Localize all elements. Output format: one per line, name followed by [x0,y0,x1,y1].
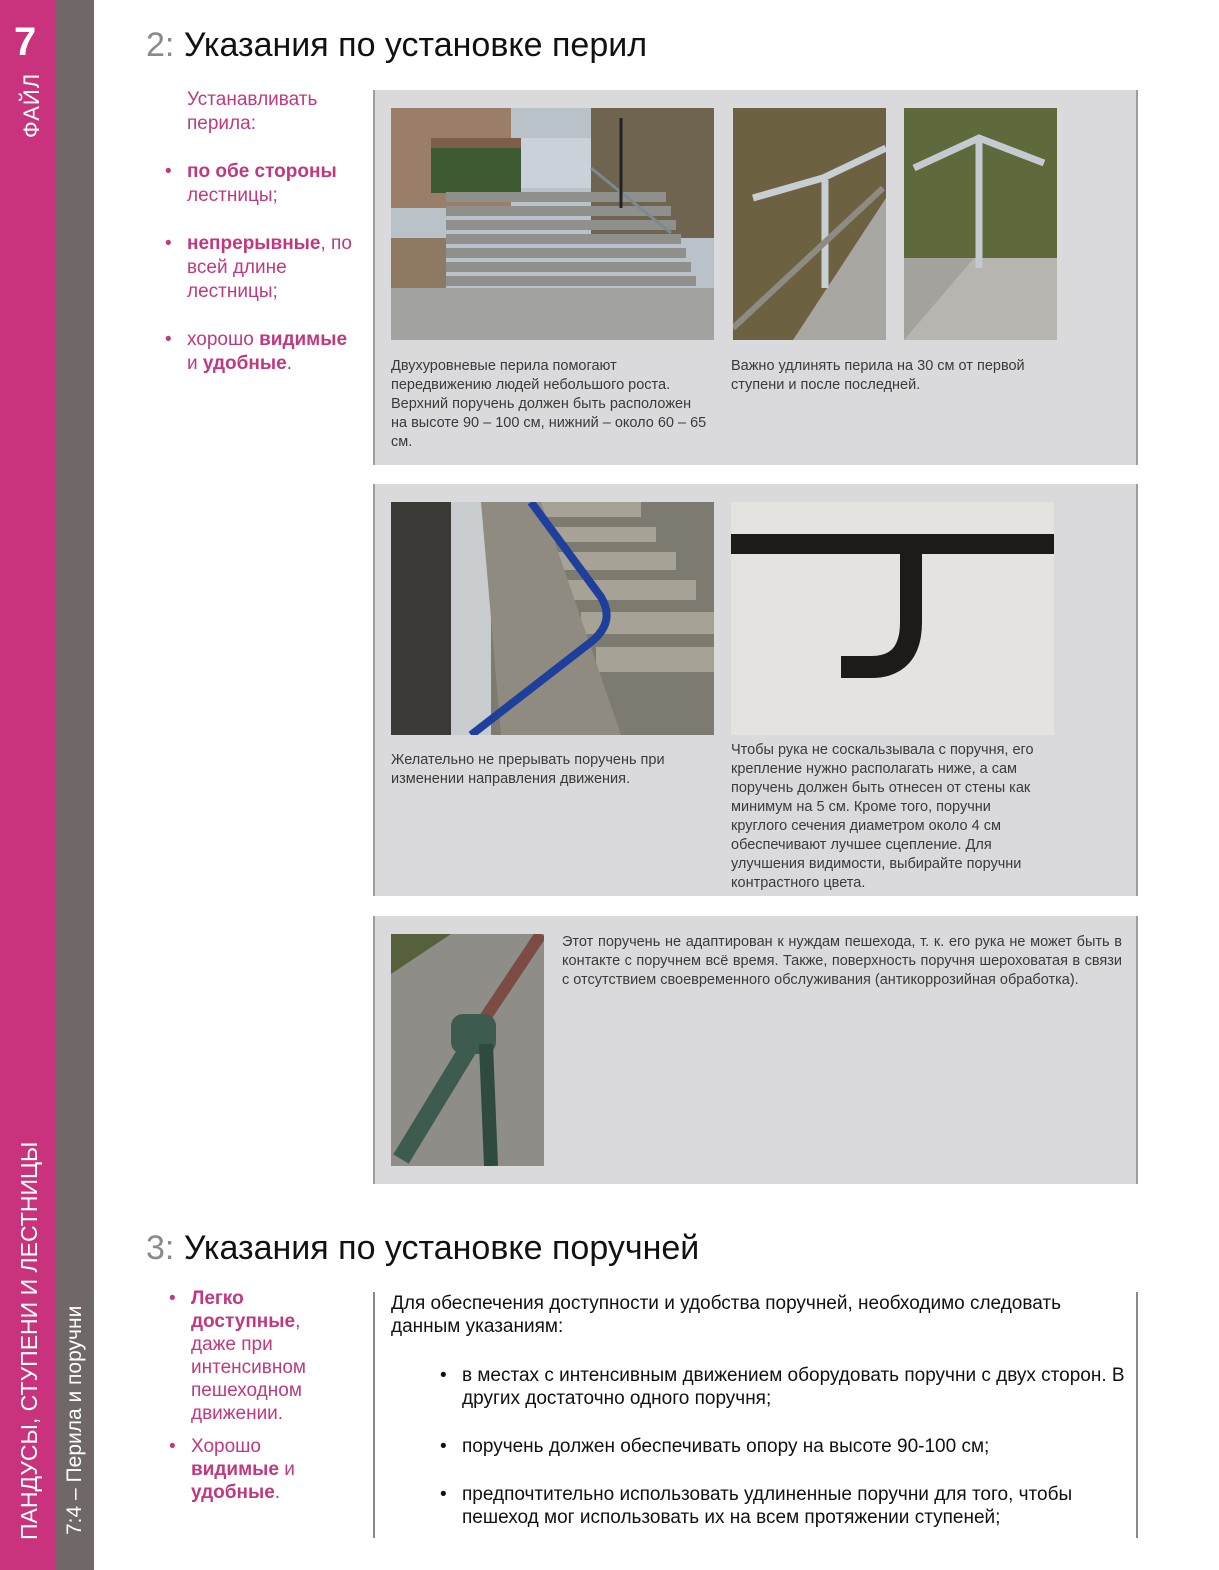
side-bullet: • Хорошо видимые и удобные. [169,1436,295,1503]
photo-bad-handrail [391,934,544,1166]
caption-bracket: Чтобы рука не соскальзывала с поручня, его крепление нужно располагать ниже, а сам поручень должен быть отнесен от стены как минимум на 5 см. Кроме того, поручни круглого сечения диаметром около 4 см обеспечивают лучшее сцепление. Для улучшения видимости, выбирайте поручни контрастного цвета. [731,742,1034,891]
side-bullet: • непрерывные, по всей длине лестницы; [165,233,352,302]
chapter-number: 7 [14,20,37,64]
photo-continuous-handrail [391,502,714,735]
side-bullet: • по обе стороны лестницы; [165,161,337,206]
file-label: ФАЙЛ [19,72,44,138]
section-3-title: Указания по установке поручней [183,1229,700,1267]
caption-bad-handrail: Этот поручень не адаптирован к нуждам пешехода, т. к. его рука не может быть в контакте с поручнем всё время. Также, поверхность поручня шероховатая в связи с отсутствием своевременного обслуживания (антикоррозийная обработка). [562,934,1122,988]
side-bullet: • хорошо видимые и удобные. [165,329,348,374]
section-2-title: Указания по установке перил [183,26,648,64]
caption-extend: Важно удлинять перила на 30 см от первой ступени и после последней. [731,358,1025,393]
caption-two-level: Двухуровневые перила помогают передвижению людей небольшого роста. Верхний поручень должен быть расположен на высоте 90 – 100 см, нижний – около 60 – 65 см. [391,358,707,450]
bullet-dot-icon: • [440,1436,447,1457]
section-3-intro: Для обеспечения доступности и удобства поручней, необходимо следовать данным указаниям: [391,1293,1061,1337]
section-title-vertical: 7:4 – Перила и поручни [63,1305,86,1535]
photo-railing-extension-2 [904,108,1057,340]
photo-handrail-bracket [731,502,1054,735]
chapter-title: ПАНДУСЫ, СТУПЕНИ И ЛЕСТНИЦЫ [16,1141,42,1540]
section-2-number: 2: [146,26,175,64]
bullet-dot-icon: • [165,233,172,254]
caption-continuous: Желательно не прерывать поручень при изменении направления движения. [391,752,665,787]
section-3-side-text [169,1287,341,1504]
section-3-heading [146,1229,699,1268]
section-3-right-rule [1136,1292,1138,1538]
bullet-dot-icon: • [165,161,172,182]
list-item: • в местах с интенсивным движением оборудовать поручни с двух сторон. В других достаточно одного поручня; [440,1365,1125,1409]
bullet-dot-icon: • [440,1365,447,1386]
section-3-left-rule [373,1292,375,1538]
bullet-dot-icon: • [169,1288,176,1309]
section-2-side-text [165,88,367,376]
list-item: • предпочтительно использовать удлиненные поручни для того, чтобы пешеход мог использовать их на всем протяжении ступеней; [440,1484,1073,1528]
side-intro: Устанавливать перила: [187,89,318,134]
side-bullet: • Легко доступные, даже при интенсивном пешеходном движении. [169,1288,306,1424]
bullet-dot-icon: • [169,1436,176,1457]
bullet-dot-icon: • [165,329,172,350]
list-item: • поручень должен обеспечивать опору на высоте 90-100 см; [440,1436,990,1457]
bullet-dot-icon: • [440,1484,447,1505]
photo-stairs-outdoor [391,108,714,340]
section-3-number: 3: [146,1229,175,1267]
section-2-heading [146,26,647,65]
photo-railing-extension-1 [733,108,886,340]
section-3-bullets [440,1364,1130,1554]
